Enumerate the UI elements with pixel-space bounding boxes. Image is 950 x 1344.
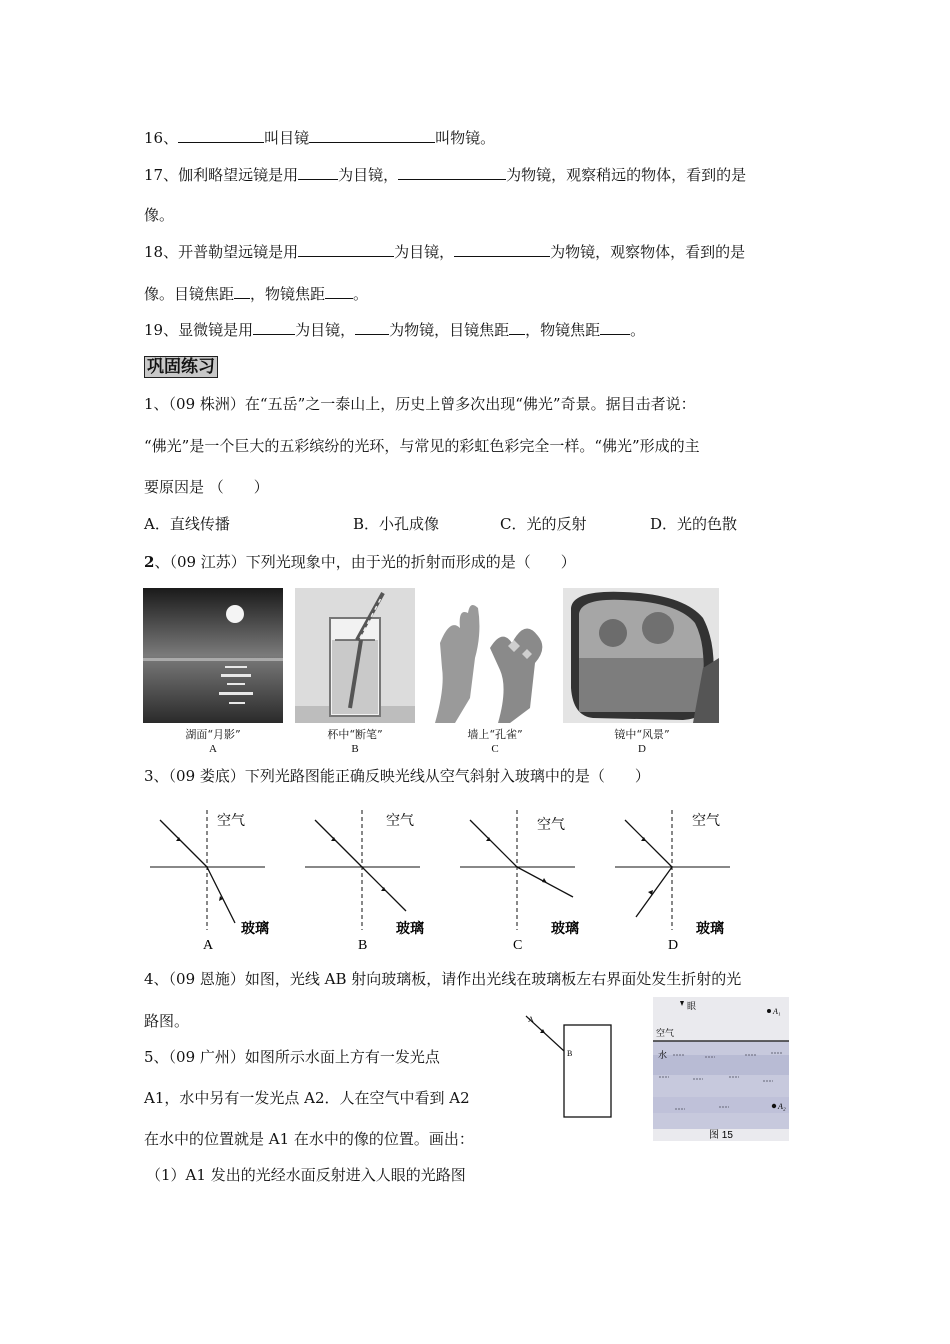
glass-plate-diagram: [518, 1006, 623, 1124]
q18-text-c: 为物镜，观察物体，看到的是: [550, 243, 746, 261]
q17-text-a: 17、伽利略望远镜是用: [144, 166, 299, 184]
q17-text-c: 为物镜，观察稍远的物体，看到的是: [506, 166, 747, 184]
answer-blank[interactable]: [298, 164, 338, 180]
caption-letter: A: [209, 743, 217, 755]
glass-label: 玻璃: [241, 921, 269, 937]
point-a-label: A: [528, 1015, 534, 1024]
p1-option-c[interactable]: C．光的反射: [500, 515, 587, 533]
caption-letter: B: [351, 743, 359, 755]
air-label: 空气: [656, 1029, 675, 1039]
answer-blank[interactable]: [178, 127, 264, 143]
p4-line-2: 路图。: [144, 1012, 190, 1030]
p1-line-2: “佛光”是一个巨大的五彩缤纷的光环，与常见的彩虹色彩完全一样。“佛光”形成的主: [144, 437, 700, 455]
glass-straw-photo: [295, 588, 415, 723]
photo-caption-b: [305, 728, 405, 756]
p2-number: 2: [144, 553, 155, 571]
q19-text-b: 为目镜，: [295, 321, 356, 339]
option-letter[interactable]: D: [668, 938, 679, 953]
answer-blank[interactable]: [509, 319, 525, 335]
question-17: [144, 164, 746, 185]
q19-text-c: 为物镜，目镜焦距: [389, 321, 510, 339]
point-b-label: B: [567, 1049, 573, 1058]
point-a2: [772, 1104, 776, 1108]
answer-blank[interactable]: [325, 283, 353, 299]
p5-line-2: A1，水中另有一发光点 A2．人在空气中看到 A2: [144, 1089, 470, 1107]
eye-label: 眼: [687, 1002, 697, 1012]
caption-text: 湖面“月影”: [185, 728, 241, 741]
question-18: [144, 241, 745, 262]
p5-line-3: 在水中的位置就是 A1 在水中的像的位置。画出：: [144, 1130, 474, 1148]
section-heading: 巩固练习: [144, 356, 218, 378]
air-label: 空气: [692, 813, 720, 829]
q17-text-b: 为目镜，: [338, 166, 399, 184]
q16-text-1: 叫目镜: [264, 129, 310, 147]
caption-letter: D: [638, 743, 646, 755]
option-letter[interactable]: A: [203, 938, 214, 953]
answer-blank[interactable]: [309, 127, 435, 143]
glass-label: 玻璃: [696, 921, 724, 937]
caption-text: 墙上“孔雀”: [467, 728, 523, 741]
caption-letter: C: [491, 743, 499, 755]
refraction-diagram-c: [455, 805, 595, 955]
answer-blank[interactable]: [454, 241, 550, 257]
caption-text: 镜中“风景”: [614, 728, 670, 741]
water-label: 水: [658, 1051, 668, 1061]
point-a1: [767, 1009, 771, 1013]
refraction-diagram-a: [145, 805, 285, 955]
q19-text-e: 。: [630, 321, 646, 339]
question-17-cont: [144, 205, 174, 225]
answer-blank[interactable]: [234, 283, 250, 299]
p3-question: 3、（09 娄底）下列光路图能正确反映光线从空气斜射入玻璃中的是（ ）: [144, 767, 650, 785]
answer-blank[interactable]: [253, 319, 295, 335]
refraction-diagram-d: [610, 805, 750, 955]
answer-blank[interactable]: [600, 319, 630, 335]
q18-text-d: 像。目镜焦距: [144, 285, 235, 303]
photo-caption-c: [445, 728, 545, 756]
q16-number: 16、: [144, 129, 179, 147]
caption-text: 杯中“断笔”: [327, 728, 383, 741]
option-letter[interactable]: B: [358, 938, 368, 953]
photo-caption-a: [163, 728, 263, 756]
a2-label: A₂: [778, 1102, 786, 1111]
q18-text-f: 。: [353, 285, 369, 303]
car-mirror-photo: [563, 588, 719, 723]
p1-line-1: 1、（09 株洲）在“五岳”之一泰山上，历史上曾多次出现“佛光”奇景。据目击者说：: [144, 395, 696, 413]
figure-caption: 图 15: [709, 1130, 733, 1141]
p5-line-1: 5、（09 广州）如图所示水面上方有一发光点: [144, 1048, 440, 1066]
p2-question: [144, 552, 576, 572]
q18-text-e: ，物镜焦距: [250, 285, 326, 303]
hand-shadow-photo: [430, 588, 560, 723]
option-letter[interactable]: C: [513, 938, 523, 953]
air-label: 空气: [217, 813, 245, 829]
q17-text-d: 像。: [144, 206, 175, 224]
water-figure: [653, 997, 789, 1141]
photo-caption-d: [592, 728, 692, 756]
q19-text-d: ，物镜焦距: [525, 321, 601, 339]
q19-text-a: 19、显微镜是用: [144, 321, 254, 339]
question-19: [144, 319, 645, 340]
p1-option-d[interactable]: D．光的色散: [650, 515, 738, 533]
p2-text: 、（09 江苏）下列光现象中，由于光的折射而形成的是（ ）: [154, 553, 576, 571]
answer-blank[interactable]: [355, 319, 389, 335]
answer-blank[interactable]: [298, 241, 394, 257]
glass-label: 玻璃: [396, 921, 424, 937]
refraction-diagram-b: [300, 805, 440, 955]
a1-label: A₁: [773, 1007, 781, 1016]
glass-label: 玻璃: [551, 921, 579, 937]
p5-line-4: （1）A1 发出的光经水面反射进入人眼的光路图: [146, 1166, 466, 1184]
p4-line-1: 4、（09 恩施）如图，光线 AB 射向玻璃板，请作出光线在玻璃板左右界面处发生折射的光: [144, 970, 742, 988]
p1-option-b[interactable]: B．小孔成像: [353, 515, 440, 533]
p1-line-3: 要原因是 （ ）: [144, 478, 269, 496]
q16-text-2: 叫物镜。: [435, 129, 496, 147]
answer-blank[interactable]: [398, 164, 506, 180]
lake-moon-photo: [143, 588, 283, 723]
air-label: 空气: [537, 817, 565, 833]
question-16: [144, 127, 495, 148]
q18-text-b: 为目镜，: [394, 243, 455, 261]
air-label: 空气: [386, 813, 414, 829]
question-18-cont: [144, 283, 368, 304]
q18-text-a: 18、开普勒望远镜是用: [144, 243, 299, 261]
p1-option-a[interactable]: A．直线传播: [144, 515, 230, 533]
